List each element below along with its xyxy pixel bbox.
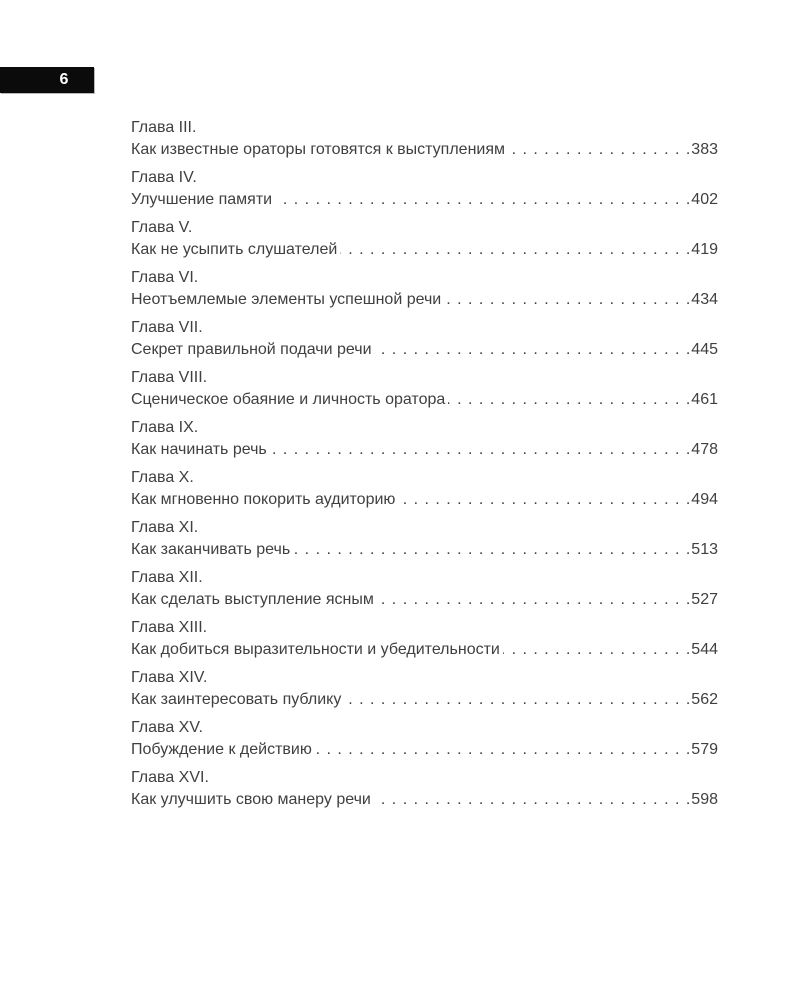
entry-page-number: 434	[691, 291, 718, 308]
toc-entry-row	[131, 789, 718, 811]
toc-entry-row	[131, 739, 718, 761]
entry-title: Как улучшить свою манеру речи	[131, 791, 371, 808]
dot-leader	[398, 489, 691, 511]
entry-title: Секрет правильной подачи речи	[131, 341, 372, 358]
entry-title: Как мгновенно покорить аудиторию	[131, 491, 396, 508]
chapter-label: Глава III.	[131, 119, 197, 136]
entry-page-number: 419	[691, 241, 718, 258]
toc-entry	[131, 717, 718, 761]
dot-leader	[377, 589, 691, 611]
toc-entry	[131, 617, 718, 661]
entry-page-number: 402	[691, 191, 718, 208]
dot-leader	[374, 789, 691, 811]
chapter-label: Глава XIII.	[131, 619, 208, 636]
chapter-label: Глава IV.	[131, 169, 197, 186]
dot-leader	[375, 339, 692, 361]
entry-page-number: 513	[691, 541, 718, 558]
toc-entry	[131, 417, 718, 461]
toc-entry	[131, 167, 718, 211]
toc-entry-row	[131, 489, 718, 511]
dot-leader	[444, 289, 691, 311]
toc-entry-row	[131, 139, 718, 161]
entry-title: Как заинтересовать публику	[131, 691, 342, 708]
toc-entry	[131, 217, 718, 261]
entry-page-number: 445	[691, 341, 718, 358]
toc-entry	[131, 767, 718, 811]
dot-leader	[340, 239, 691, 261]
entry-page-number: 527	[691, 591, 718, 608]
toc-entry-row	[131, 689, 718, 711]
toc-entry-row	[131, 439, 718, 461]
toc-list	[131, 117, 718, 817]
entry-page-number: 494	[691, 491, 718, 508]
entry-title: Как начинать речь	[131, 441, 267, 458]
toc-entry-row	[131, 239, 718, 261]
chapter-label: Глава XV.	[131, 719, 203, 736]
chapter-label: Глава X.	[131, 469, 194, 486]
chapter-label: Глава VII.	[131, 319, 203, 336]
chapter-label: Глава V.	[131, 219, 193, 236]
entry-title: Как не усыпить слушателей	[131, 241, 338, 258]
entry-title: Улучшение памяти	[131, 191, 273, 208]
entry-page-number: 478	[691, 441, 718, 458]
entry-page-number: 562	[691, 691, 718, 708]
chapter-label: Глава IX.	[131, 419, 199, 436]
toc-entry-row	[131, 589, 718, 611]
dot-leader	[344, 689, 691, 711]
toc-entry-row	[131, 639, 718, 661]
toc-entry	[131, 367, 718, 411]
entry-title: Сценическое обаяние и личность оратора	[131, 391, 446, 408]
dot-leader	[270, 439, 692, 461]
dot-leader	[508, 139, 691, 161]
entry-title: Как добиться выразительности и убедительности	[131, 641, 500, 658]
entry-title: Как сделать выступление ясным	[131, 591, 374, 608]
chapter-label: Глава VI.	[131, 269, 199, 286]
dot-leader	[315, 739, 691, 761]
chapter-label: Глава XVI.	[131, 769, 209, 786]
entry-page-number: 544	[691, 641, 718, 658]
toc-entry	[131, 117, 718, 161]
entry-title: Неотъемлемые элементы успешной речи	[131, 291, 442, 308]
toc-entry	[131, 567, 718, 611]
chapter-label: Глава XI.	[131, 519, 199, 536]
page-number: 6	[59, 71, 69, 88]
chapter-label: Глава XIV.	[131, 669, 208, 686]
toc-entry	[131, 467, 718, 511]
chapter-label: Глава VIII.	[131, 369, 208, 386]
toc-entry-row	[131, 389, 718, 411]
toc-entry	[131, 317, 718, 361]
toc-entry-row	[131, 539, 718, 561]
page-number-box	[0, 67, 94, 93]
chapter-label: Глава XII.	[131, 569, 203, 586]
toc-entry-row	[131, 189, 718, 211]
dot-leader	[448, 389, 691, 411]
toc-entry-row	[131, 339, 718, 361]
entry-page-number: 461	[691, 391, 718, 408]
entry-page-number: 383	[691, 141, 718, 158]
toc-entry	[131, 517, 718, 561]
dot-leader	[293, 539, 691, 561]
entry-title: Как известные ораторы готовятся к выступлениям	[131, 141, 506, 158]
entry-title: Как заканчивать речь	[131, 541, 291, 558]
toc-entry-row	[131, 289, 718, 311]
dot-leader	[503, 639, 691, 661]
entry-page-number: 579	[691, 741, 718, 758]
toc-entry	[131, 267, 718, 311]
dot-leader	[275, 189, 691, 211]
entry-title: Побуждение к действию	[131, 741, 312, 758]
toc-entry	[131, 667, 718, 711]
entry-page-number: 598	[691, 791, 718, 808]
